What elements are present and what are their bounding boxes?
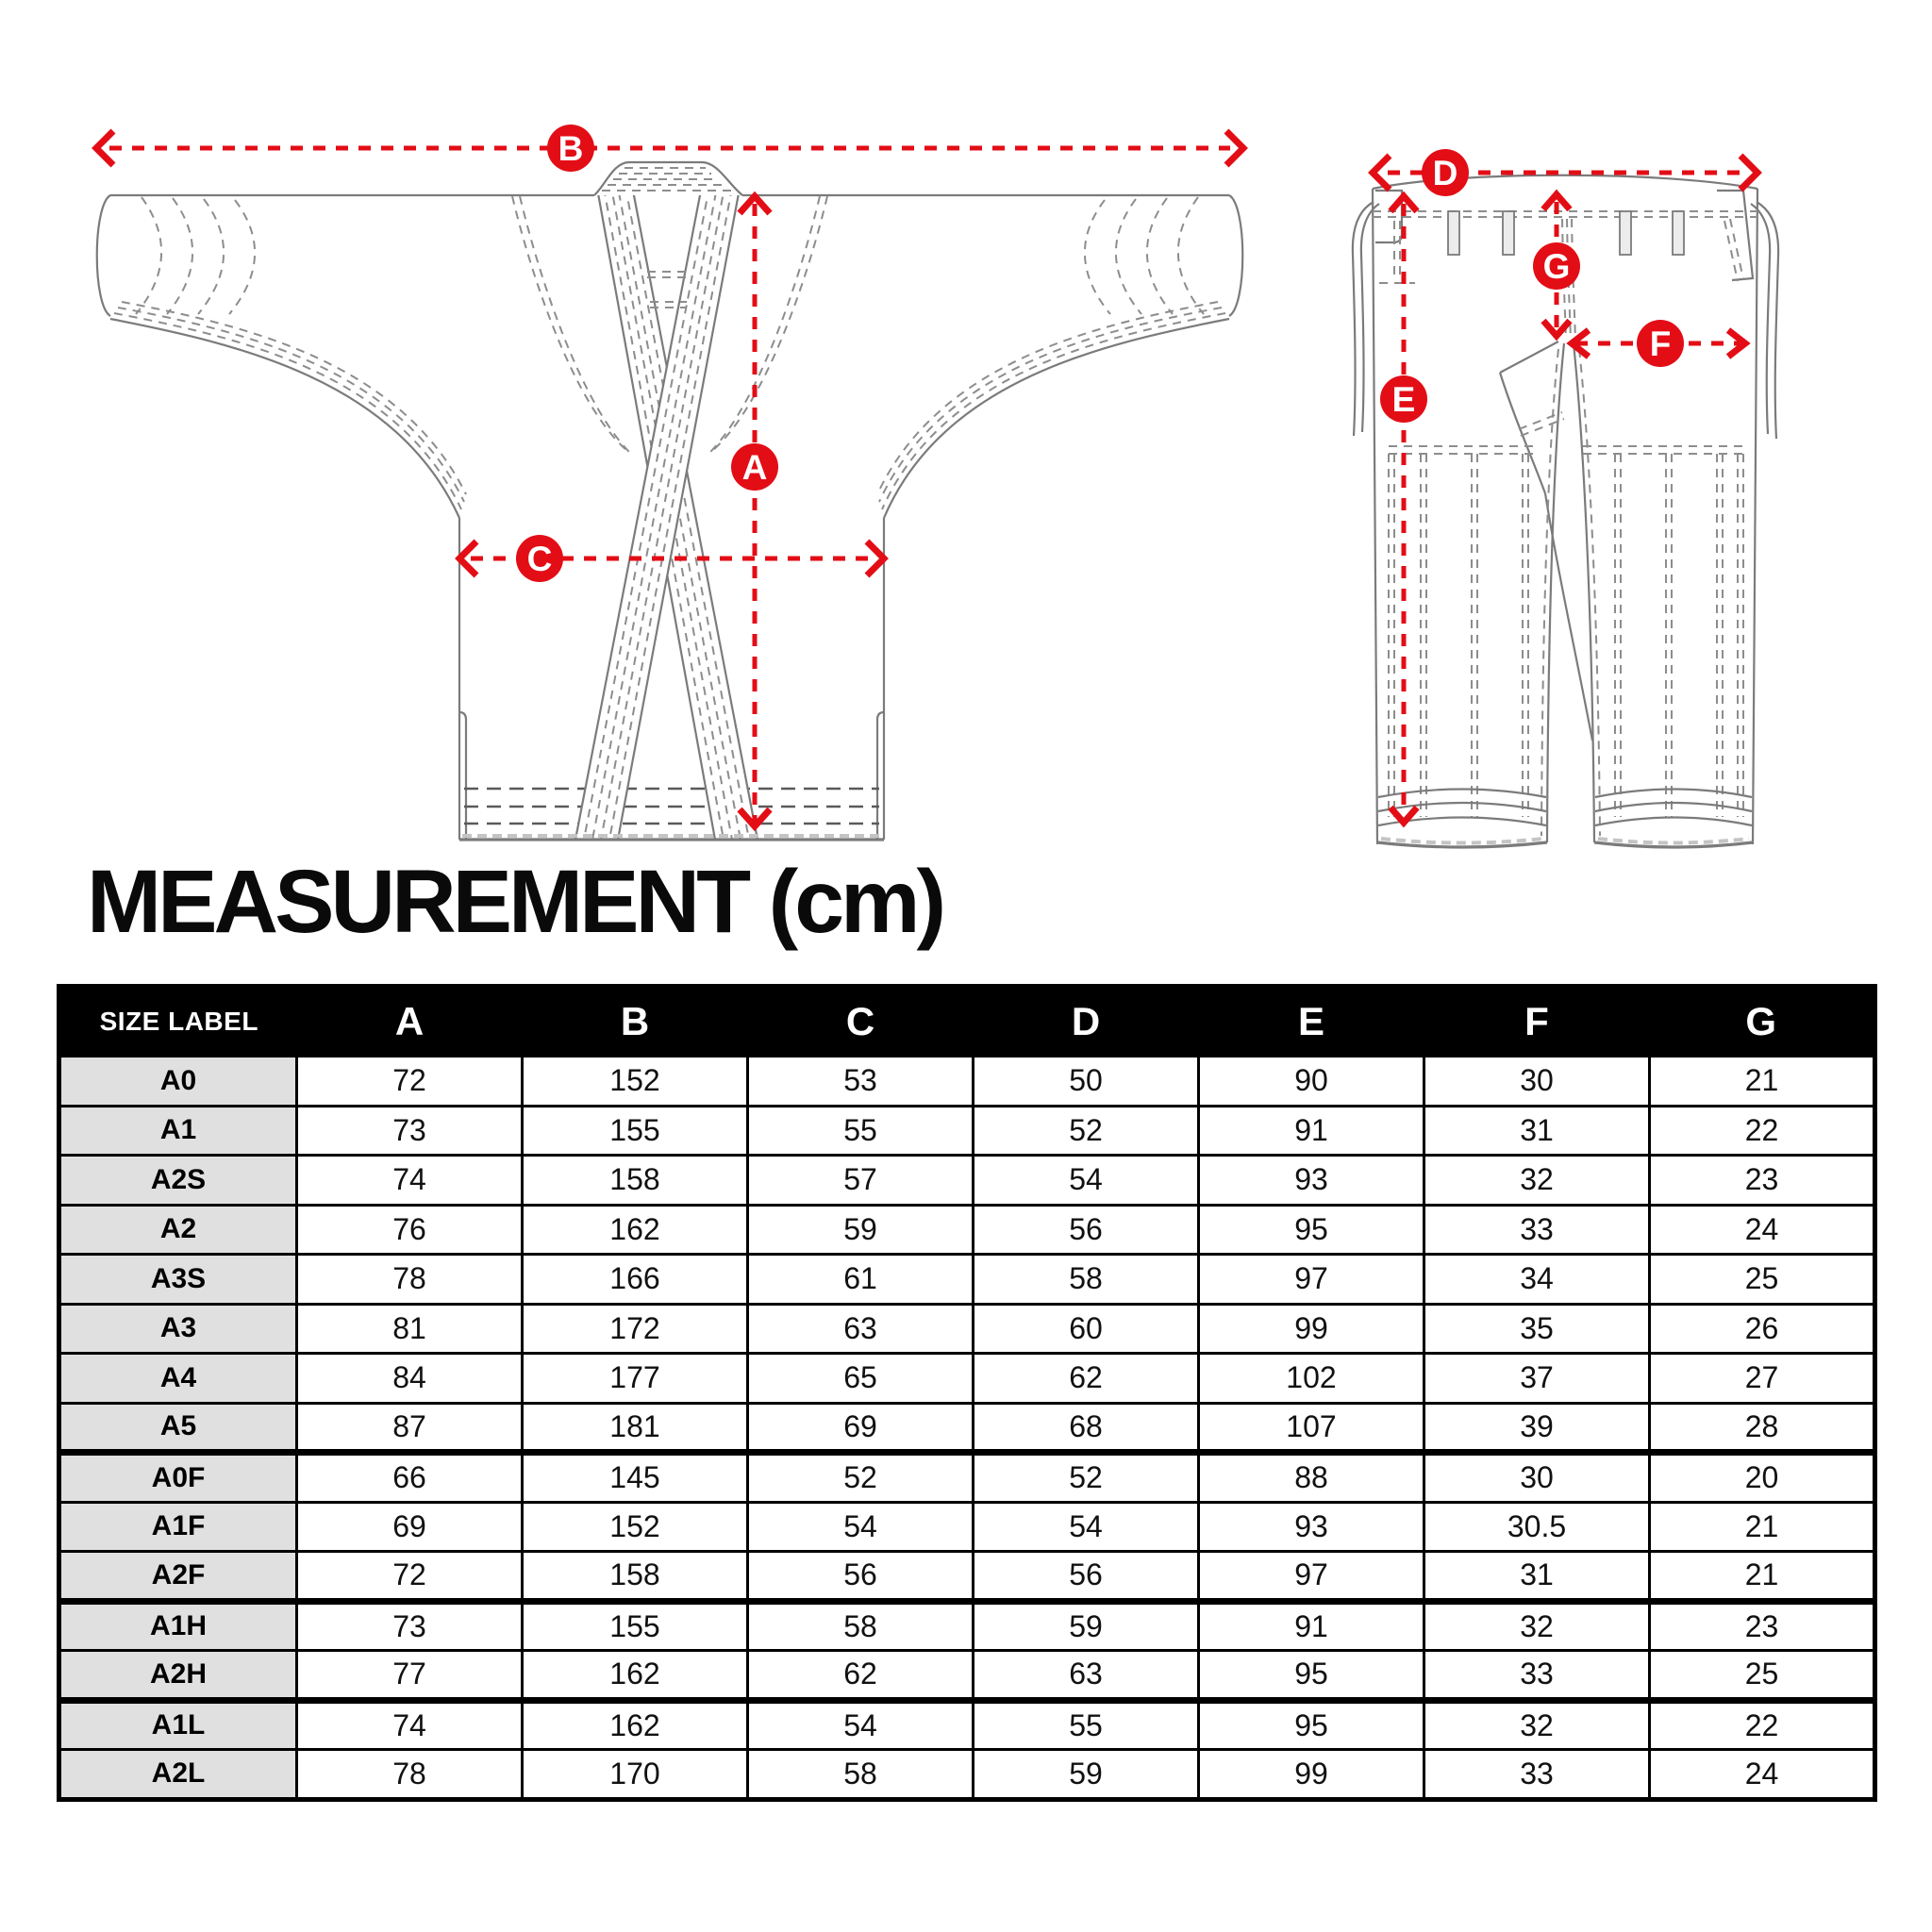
value-cell-a3-e: 99: [1199, 1304, 1424, 1354]
value-cell-a1l-a: 74: [297, 1700, 523, 1750]
size-label-cell: A0F: [59, 1453, 297, 1503]
value-cell-a1h-f: 32: [1424, 1601, 1650, 1651]
value-cell-a3s-b: 166: [523, 1255, 748, 1305]
value-cell-a2s-b: 158: [523, 1156, 748, 1206]
value-cell-a2h-g: 25: [1650, 1651, 1875, 1701]
header-col-b: B: [523, 987, 748, 1057]
table-row-a2h: [59, 1651, 1875, 1701]
value-cell-a0f-d: 52: [974, 1453, 1199, 1503]
table-row-a1h: [59, 1601, 1875, 1651]
value-cell-a2h-b: 162: [523, 1651, 748, 1701]
value-cell-a1f-b: 152: [523, 1502, 748, 1552]
value-cell-a2-e: 95: [1199, 1205, 1424, 1255]
value-cell-a5-a: 87: [297, 1403, 523, 1453]
value-cell-a4-e: 102: [1199, 1354, 1424, 1404]
value-cell-a3-g: 26: [1650, 1304, 1875, 1354]
value-cell-a1-b: 155: [523, 1106, 748, 1156]
value-cell-a1f-c: 54: [748, 1502, 974, 1552]
page-title: MEASUREMENT (cm): [87, 852, 943, 952]
value-cell-a4-a: 84: [297, 1354, 523, 1404]
value-cell-a2f-b: 158: [523, 1552, 748, 1602]
value-cell-a2-g: 24: [1650, 1205, 1875, 1255]
value-cell-a1f-d: 54: [974, 1502, 1199, 1552]
measure-badge-b: [547, 125, 594, 172]
value-cell-a0f-c: 52: [748, 1453, 974, 1503]
value-cell-a3s-e: 97: [1199, 1255, 1424, 1305]
value-cell-a3-d: 60: [974, 1304, 1199, 1354]
size-label-cell: A4: [59, 1354, 297, 1404]
value-cell-a2s-a: 74: [297, 1156, 523, 1206]
value-cell-a2l-g: 24: [1650, 1750, 1875, 1800]
value-cell-a1h-d: 59: [974, 1601, 1199, 1651]
value-cell-a3-c: 63: [748, 1304, 974, 1354]
value-cell-a1-f: 31: [1424, 1106, 1650, 1156]
value-cell-a2-c: 59: [748, 1205, 974, 1255]
value-cell-a1l-g: 22: [1650, 1700, 1875, 1750]
value-cell-a3s-a: 78: [297, 1255, 523, 1305]
value-cell-a0-b: 152: [523, 1057, 748, 1107]
table-row-a2l: [59, 1750, 1875, 1800]
value-cell-a2h-a: 77: [297, 1651, 523, 1701]
size-label-cell: A2: [59, 1205, 297, 1255]
table-row-a3: [59, 1304, 1875, 1354]
measure-badge-d: [1422, 149, 1469, 196]
jacket-drawing: [97, 162, 1243, 840]
value-cell-a2s-c: 57: [748, 1156, 974, 1206]
svg-text:B: B: [558, 129, 584, 168]
value-cell-a0-d: 50: [974, 1057, 1199, 1107]
value-cell-a3s-d: 58: [974, 1255, 1199, 1305]
value-cell-a1l-b: 162: [523, 1700, 748, 1750]
value-cell-a0-c: 53: [748, 1057, 974, 1107]
value-cell-a1h-b: 155: [523, 1601, 748, 1651]
header-col-d: D: [974, 987, 1199, 1057]
table-row-a4: [59, 1354, 1875, 1404]
size-label-cell: A5: [59, 1403, 297, 1453]
value-cell-a2l-f: 33: [1424, 1750, 1650, 1800]
value-cell-a2f-f: 31: [1424, 1552, 1650, 1602]
value-cell-a2-f: 33: [1424, 1205, 1650, 1255]
value-cell-a2f-d: 56: [974, 1552, 1199, 1602]
value-cell-a2l-a: 78: [297, 1750, 523, 1800]
header-col-a: A: [297, 987, 523, 1057]
value-cell-a1f-f: 30.5: [1424, 1502, 1650, 1552]
value-cell-a2h-c: 62: [748, 1651, 974, 1701]
value-cell-a0f-a: 66: [297, 1453, 523, 1503]
value-cell-a0-a: 72: [297, 1057, 523, 1107]
value-cell-a0-f: 30: [1424, 1057, 1650, 1107]
value-cell-a3s-g: 25: [1650, 1255, 1875, 1305]
table-row-a2s: [59, 1156, 1875, 1206]
value-cell-a2f-a: 72: [297, 1552, 523, 1602]
measure-badge-c: [516, 535, 563, 582]
value-cell-a1l-e: 95: [1199, 1700, 1424, 1750]
value-cell-a1l-f: 32: [1424, 1700, 1650, 1750]
value-cell-a5-e: 107: [1199, 1403, 1424, 1453]
table-head: [59, 987, 1875, 1057]
header-col-g: G: [1650, 987, 1875, 1057]
size-label-cell: A2F: [59, 1552, 297, 1602]
value-cell-a2s-f: 32: [1424, 1156, 1650, 1206]
value-cell-a0f-e: 88: [1199, 1453, 1424, 1503]
measure-badge-f: [1637, 320, 1684, 367]
value-cell-a1l-c: 54: [748, 1700, 974, 1750]
value-cell-a4-b: 177: [523, 1354, 748, 1404]
table-body: [59, 1057, 1875, 1800]
value-cell-a1h-g: 23: [1650, 1601, 1875, 1651]
size-label-cell: A1L: [59, 1700, 297, 1750]
value-cell-a1-c: 55: [748, 1106, 974, 1156]
table-header-row: [59, 987, 1875, 1057]
value-cell-a2-b: 162: [523, 1205, 748, 1255]
size-label-cell: A2S: [59, 1156, 297, 1206]
table-row-a1: [59, 1106, 1875, 1156]
value-cell-a1h-c: 58: [748, 1601, 974, 1651]
value-cell-a5-b: 181: [523, 1403, 748, 1453]
table-row-a3s: [59, 1255, 1875, 1305]
value-cell-a2f-g: 21: [1650, 1552, 1875, 1602]
table-row-a0: [59, 1057, 1875, 1107]
measurement-table-wrap: [57, 984, 1877, 1802]
table-row-a5: [59, 1403, 1875, 1453]
value-cell-a2h-d: 63: [974, 1651, 1199, 1701]
value-cell-a1-a: 73: [297, 1106, 523, 1156]
value-cell-a2l-d: 59: [974, 1750, 1199, 1800]
value-cell-a2-d: 56: [974, 1205, 1199, 1255]
table-row-a1f: [59, 1502, 1875, 1552]
value-cell-a5-g: 28: [1650, 1403, 1875, 1453]
measure-badge-g: [1533, 242, 1580, 290]
size-label-cell: A1H: [59, 1601, 297, 1651]
value-cell-a1f-g: 21: [1650, 1502, 1875, 1552]
size-label-cell: A1F: [59, 1502, 297, 1552]
size-label-cell: A0: [59, 1057, 297, 1107]
table-row-a0f: [59, 1453, 1875, 1503]
value-cell-a2l-c: 58: [748, 1750, 974, 1800]
value-cell-a2h-e: 95: [1199, 1651, 1424, 1701]
value-cell-a1h-e: 91: [1199, 1601, 1424, 1651]
size-label-cell: A2H: [59, 1651, 297, 1701]
svg-text:E: E: [1391, 380, 1416, 419]
value-cell-a1f-e: 93: [1199, 1502, 1424, 1552]
value-cell-a3s-f: 34: [1424, 1255, 1650, 1305]
value-cell-a2f-c: 56: [748, 1552, 974, 1602]
value-cell-a2l-b: 170: [523, 1750, 748, 1800]
value-cell-a5-d: 68: [974, 1403, 1199, 1453]
size-label-cell: A3S: [59, 1255, 297, 1305]
value-cell-a0-e: 90: [1199, 1057, 1424, 1107]
header-col-c: C: [748, 987, 974, 1057]
svg-text:G: G: [1542, 247, 1571, 286]
header-size-label: SIZE LABEL: [59, 987, 297, 1057]
size-label-cell: A2L: [59, 1750, 297, 1800]
size-label-cell: A1: [59, 1106, 297, 1156]
table-row-a2: [59, 1205, 1875, 1255]
value-cell-a2s-d: 54: [974, 1156, 1199, 1206]
header-col-f: F: [1424, 987, 1650, 1057]
value-cell-a2-a: 76: [297, 1205, 523, 1255]
svg-text:D: D: [1432, 154, 1458, 192]
svg-text:C: C: [526, 540, 553, 578]
size-label-cell: A3: [59, 1304, 297, 1354]
value-cell-a1-d: 52: [974, 1106, 1199, 1156]
value-cell-a4-f: 37: [1424, 1354, 1650, 1404]
value-cell-a2h-f: 33: [1424, 1651, 1650, 1701]
value-cell-a3-f: 35: [1424, 1304, 1650, 1354]
value-cell-a4-g: 27: [1650, 1354, 1875, 1404]
value-cell-a1-e: 91: [1199, 1106, 1424, 1156]
measure-badge-e: [1380, 375, 1427, 423]
value-cell-a5-c: 69: [748, 1403, 974, 1453]
measurement-table: [57, 984, 1877, 1802]
value-cell-a1f-a: 69: [297, 1502, 523, 1552]
value-cell-a3s-c: 61: [748, 1255, 974, 1305]
svg-text:A: A: [741, 448, 768, 487]
table-row-a1l: [59, 1700, 1875, 1750]
value-cell-a3-a: 81: [297, 1304, 523, 1354]
value-cell-a5-f: 39: [1424, 1403, 1650, 1453]
value-cell-a2l-e: 99: [1199, 1750, 1424, 1800]
value-cell-a1l-d: 55: [974, 1700, 1199, 1750]
header-col-e: E: [1199, 987, 1424, 1057]
value-cell-a0f-f: 30: [1424, 1453, 1650, 1503]
size-diagram: [0, 0, 1932, 953]
value-cell-a4-d: 62: [974, 1354, 1199, 1404]
value-cell-a1h-a: 73: [297, 1601, 523, 1651]
svg-text:F: F: [1649, 325, 1672, 363]
value-cell-a0f-b: 145: [523, 1453, 748, 1503]
measure-badge-a: [731, 443, 778, 491]
value-cell-a0-g: 21: [1650, 1057, 1875, 1107]
value-cell-a3-b: 172: [523, 1304, 748, 1354]
value-cell-a2s-e: 93: [1199, 1156, 1424, 1206]
table-row-a2f: [59, 1552, 1875, 1602]
value-cell-a2s-g: 23: [1650, 1156, 1875, 1206]
value-cell-a0f-g: 20: [1650, 1453, 1875, 1503]
value-cell-a2f-e: 97: [1199, 1552, 1424, 1602]
value-cell-a1-g: 22: [1650, 1106, 1875, 1156]
value-cell-a4-c: 65: [748, 1354, 974, 1404]
